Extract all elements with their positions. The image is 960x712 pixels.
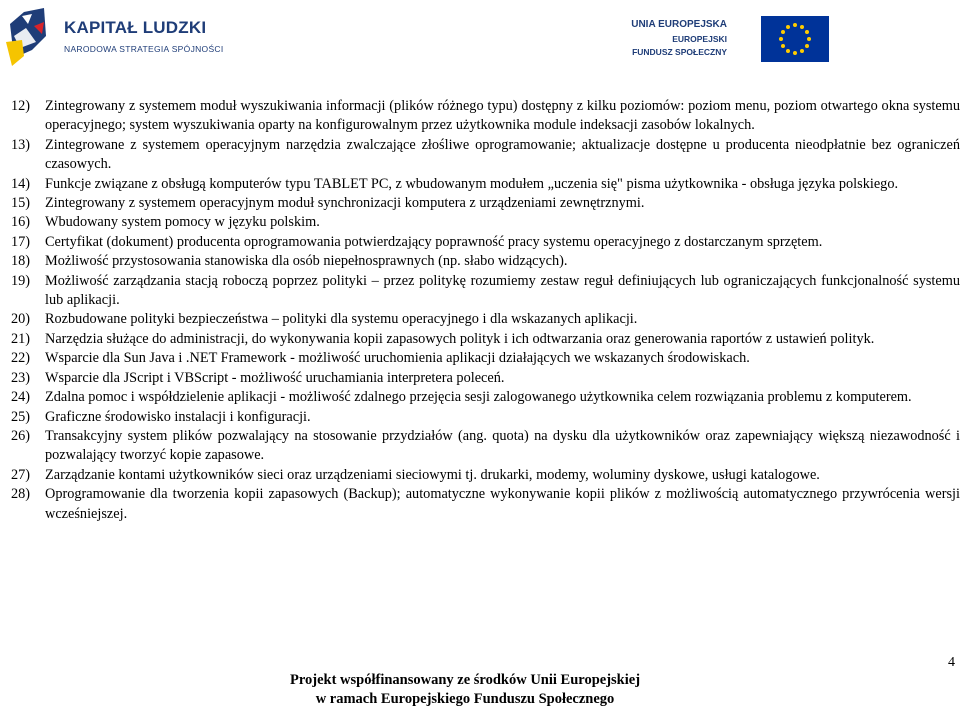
item-text: Zintegrowany z systemem operacyjnym moduł synchronizacji komputera z urządzeniami zewnętrznymi. bbox=[45, 195, 645, 212]
kapital-ludzki-subtitle: NARODOWA STRATEGIA SPÓJNOŚCI bbox=[64, 44, 224, 54]
item-text: Zintegrowane z systemem operacyjnym narzędzia zwalczające złośliwe oprogramowanie; aktualizacje dostępne u producenta nieodpłatnie bez ograniczeń czasowych. bbox=[45, 136, 960, 173]
list-item bbox=[11, 194, 960, 213]
item-number: 21) bbox=[11, 330, 31, 347]
page-header bbox=[0, 0, 960, 78]
item-number: 18) bbox=[11, 253, 31, 270]
list-item bbox=[11, 369, 960, 388]
item-text: Graficzne środowisko instalacji i konfiguracji. bbox=[45, 408, 311, 425]
list-item bbox=[11, 175, 960, 194]
item-text: Funkcje związane z obsługą komputerów typu TABLET PC, z wbudowanym modułem „uczenia się" pisma użytkownika - obsługa języka polskiego. bbox=[45, 175, 899, 192]
list-item bbox=[11, 213, 960, 232]
list-item bbox=[11, 233, 960, 252]
list-item bbox=[11, 136, 960, 175]
kapital-ludzki-title: KAPITAŁ LUDZKI bbox=[64, 18, 207, 37]
item-number: 20) bbox=[11, 311, 31, 328]
eu-logo-line3: FUNDUSZ SPOŁECZNY bbox=[632, 47, 727, 57]
list-item bbox=[11, 252, 960, 271]
list-item bbox=[11, 427, 960, 466]
eu-logo bbox=[631, 16, 835, 68]
item-text: Wsparcie dla Sun Java i .NET Framework - możliwość uruchomienia aplikacji działających we wskazanych środowiskach. bbox=[45, 350, 750, 367]
eu-logo-line1: UNIA EUROPEJSKA bbox=[631, 19, 727, 30]
item-number: 24) bbox=[11, 389, 31, 406]
list-item bbox=[11, 97, 960, 136]
item-number: 23) bbox=[11, 369, 31, 386]
kapital-ludzki-logo bbox=[6, 6, 226, 68]
item-text: Możliwość zarządzania stacją roboczą poprzez polityki – przez politykę rozumiemy zestaw reguł definiujących lub ograniczających funkcjonalność systemu lub aplikacji. bbox=[45, 272, 960, 309]
item-text: Rozbudowane polityki bezpieczeństwa – polityki dla systemu operacyjnego i dla wskazanych aplikacji. bbox=[45, 311, 638, 328]
list-item bbox=[11, 349, 960, 368]
item-number: 12) bbox=[11, 98, 31, 114]
eu-logo-line2: EUROPEJSKI bbox=[672, 34, 727, 44]
eu-flag-icon bbox=[761, 16, 829, 62]
item-number: 28) bbox=[11, 486, 31, 503]
item-number: 22) bbox=[11, 350, 31, 367]
list-item bbox=[11, 466, 960, 485]
item-number: 26) bbox=[11, 427, 31, 444]
item-text: Narzędzia służące do administracji, do wykonywania kopii zapasowych polityk i ich odtwarzania oraz generowania raportów z ustawień polityk. bbox=[45, 330, 875, 347]
item-number: 17) bbox=[11, 233, 31, 250]
list-item bbox=[11, 272, 960, 311]
item-text: Transakcyjny system plików pozwalający na stosowanie przydziałów (ang. quota) na dysku dla użytkowników oraz zapewniający większą niezawodność i pozwalający tworzyć kopie zapasowe. bbox=[45, 427, 960, 464]
requirements-list bbox=[11, 97, 960, 524]
item-number: 14) bbox=[11, 175, 31, 192]
list-item bbox=[11, 388, 960, 407]
list-item bbox=[11, 408, 960, 427]
item-text: Zintegrowany z systemem moduł wyszukiwania informacji (plików różnego typu) dostępny z kilku poziomów: poziom menu, poziom otwartego okna systemu operacyjnego; system wyszukiwania oparty na konfigurowalnym przez użytkownika module indeksacji zasobów lokalnych. bbox=[45, 98, 960, 134]
list-item bbox=[11, 485, 960, 524]
item-text: Możliwość przystosowania stanowiska dla osób niepełnosprawnych (np. słabo widzących). bbox=[45, 253, 568, 270]
footer-line2: w ramach Europejskiego Funduszu Społecznego bbox=[315, 691, 615, 707]
item-text: Zarządzanie kontami użytkowników sieci oraz urządzeniami sieciowymi tj. drukarki, modemy, woluminy dyskowe, usługi katalogowe. bbox=[45, 466, 820, 483]
item-number: 25) bbox=[11, 408, 31, 425]
item-text: Zdalna pomoc i współdzielenie aplikacji - możliwość zdalnego przejęcia sesji zalogowanego użytkownika celem rozwiązania problemu z komputerem. bbox=[45, 389, 912, 406]
footer-line1: Projekt współfinansowany ze środków Unii Europejskiej bbox=[289, 672, 641, 688]
item-number: 27) bbox=[11, 466, 31, 483]
item-number: 19) bbox=[11, 272, 31, 289]
item-text: Wsparcie dla JScript i VBScript - możliwość uruchamiania interpretera poleceń. bbox=[45, 369, 505, 386]
item-text: Wbudowany system pomocy w języku polskim. bbox=[45, 214, 320, 231]
item-text: Oprogramowanie dla tworzenia kopii zapasowych (Backup); automatyczne wykonywanie kopii plików z możliwością automatycznego przywrócenia wersji wcześniejszej. bbox=[45, 486, 960, 522]
item-text: Certyfikat (dokument) producenta oprogramowania potwierdzający poprawność pracy systemu operacyjnego z dostarczanym sprzętem. bbox=[45, 233, 823, 250]
list-item bbox=[11, 330, 960, 349]
page-number: 4 bbox=[948, 655, 955, 670]
item-number: 13) bbox=[11, 136, 31, 153]
kapital-ludzki-emblem-icon bbox=[6, 6, 54, 68]
item-number: 16) bbox=[11, 214, 31, 231]
list-item bbox=[11, 310, 960, 329]
item-number: 15) bbox=[11, 195, 31, 212]
